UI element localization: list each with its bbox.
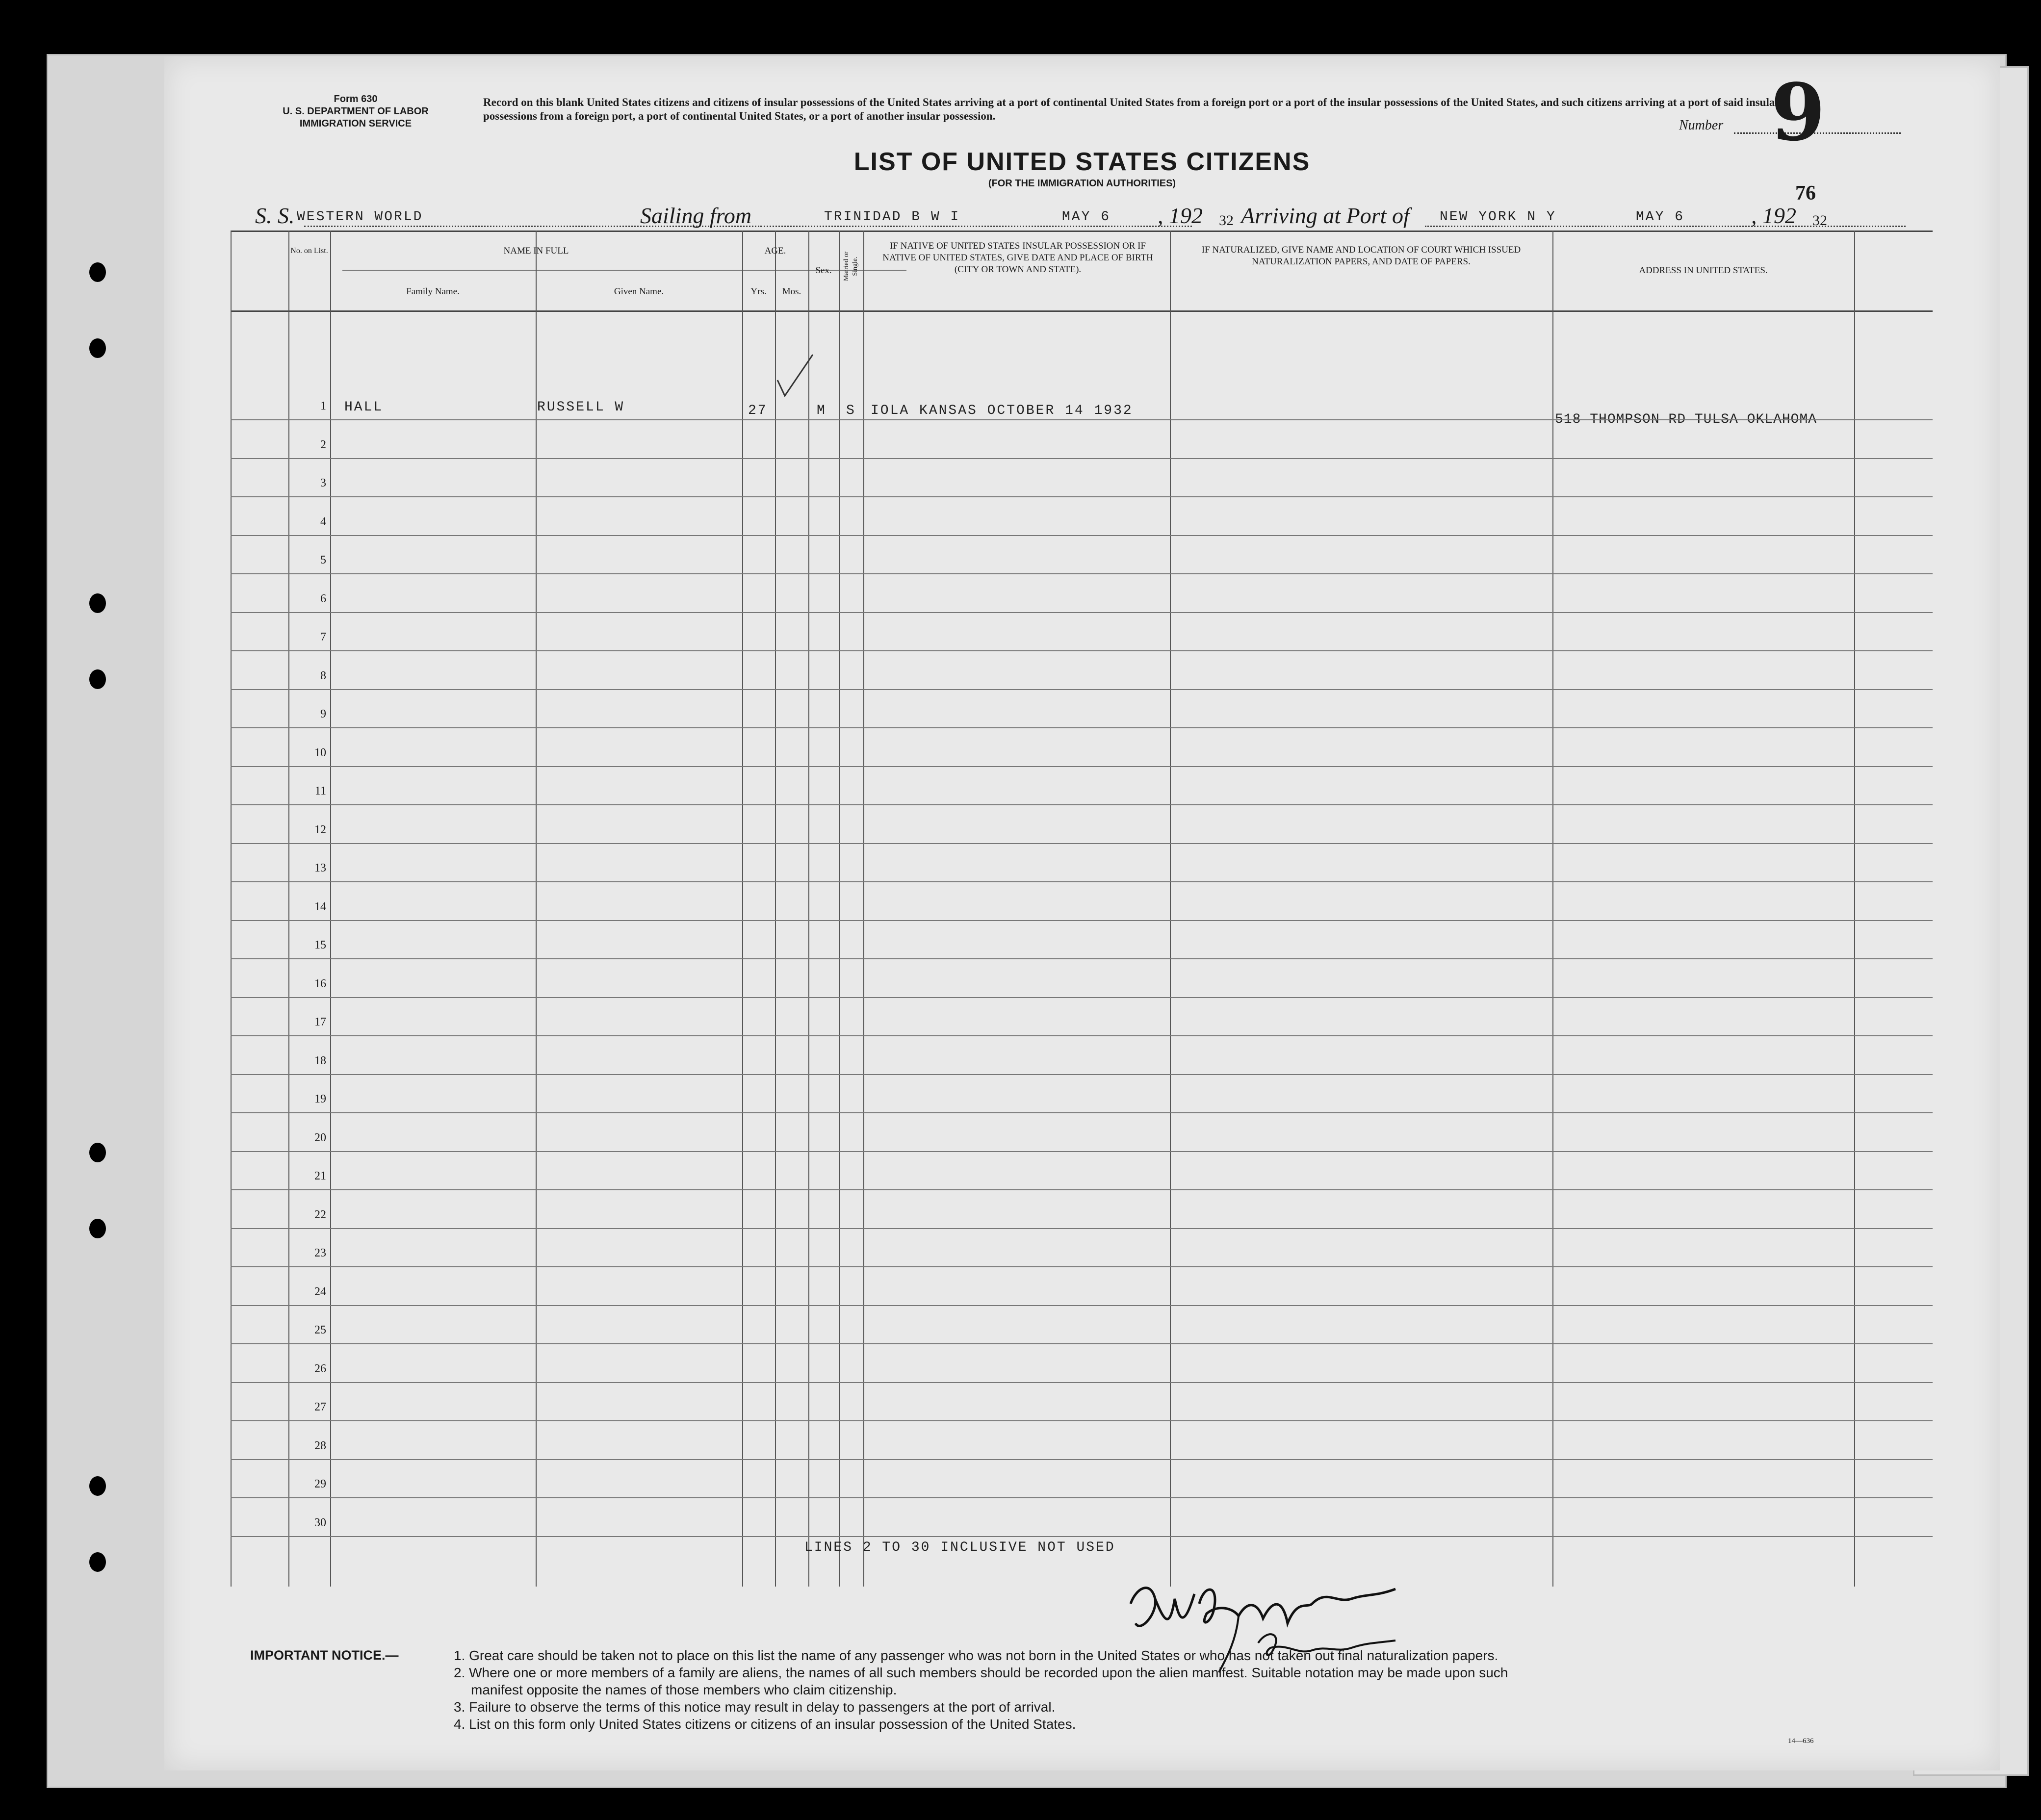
- row-number: 14: [314, 900, 326, 913]
- row-number: 19: [314, 1093, 326, 1105]
- row-line: [231, 573, 1933, 574]
- row-line: [231, 496, 1933, 497]
- row-number: 21: [314, 1170, 326, 1182]
- punch-hole: [89, 1143, 106, 1162]
- ship-name: WESTERN WORLD: [297, 209, 423, 225]
- row-line: [231, 1074, 1933, 1075]
- notice-item-2-cont: manifest opposite the names of those members who claim citizenship.: [471, 1682, 897, 1697]
- header-married: Married or Single.: [843, 251, 859, 282]
- row-number: 4: [320, 515, 326, 528]
- row-line: [231, 727, 1933, 728]
- arrival-date: MAY 6: [1636, 209, 1685, 225]
- row-number: 7: [320, 631, 326, 643]
- row-line: [231, 1382, 1933, 1383]
- col-border: [742, 231, 743, 1587]
- row-line: [231, 881, 1933, 882]
- row-number: 23: [314, 1247, 326, 1259]
- department: U. S. DEPARTMENT OF LABOR: [283, 106, 429, 117]
- row-line: [231, 1266, 1933, 1267]
- notice-item-4: 4. List on this form only United States citizens or citizens of an insular possession of the United States.: [454, 1717, 1076, 1732]
- row-line: [231, 1112, 1933, 1113]
- sailing-date: MAY 6: [1062, 209, 1111, 225]
- header-no: No. on List.: [290, 247, 328, 255]
- notice-item-2: 2. Where one or more members of a family are aliens, the names of all such members should be recorded upon the alien manifest. Suitable notation may be made upon such: [454, 1665, 1508, 1680]
- not-used-note: LINES 2 TO 30 INCLUSIVE NOT USED: [804, 1540, 1115, 1555]
- header-address: ADDRESS IN UNITED STATES.: [1639, 265, 1768, 276]
- notice-item-1: 1. Great care should be taken not to place on this list the name of any passenger who was not born in the United States or who has not taken out final naturalization papers.: [454, 1648, 1498, 1663]
- punch-hole: [89, 1219, 106, 1238]
- row-line: [231, 1497, 1933, 1498]
- manifest-sheet: [164, 56, 2000, 1770]
- arrival-line: [1425, 226, 1906, 227]
- sailing-from: TRINIDAD B W I: [824, 209, 960, 225]
- header-given-name: Given Name.: [614, 286, 664, 297]
- row-line: [231, 689, 1933, 690]
- row-line: [231, 1459, 1933, 1460]
- col-border: [231, 231, 232, 1587]
- form-identifier: [282, 93, 429, 130]
- punch-hole: [89, 1552, 106, 1572]
- citizen-table: [231, 231, 1933, 1587]
- row-number: 6: [320, 592, 326, 605]
- col-border: [839, 231, 840, 1587]
- col-border: [536, 231, 537, 1587]
- row-number: 29: [314, 1478, 326, 1490]
- row-number: 12: [314, 823, 326, 836]
- row-number: 24: [314, 1285, 326, 1298]
- row-line: [231, 1420, 1933, 1421]
- notice-heading: IMPORTANT NOTICE.—: [250, 1648, 399, 1663]
- col-border: [863, 231, 864, 1587]
- row-number: 30: [314, 1516, 326, 1529]
- col-border: [330, 231, 331, 1587]
- col-border: [1552, 231, 1553, 1587]
- col-border: [808, 231, 809, 1587]
- row-line: [231, 958, 1933, 959]
- punch-hole: [89, 669, 106, 689]
- row-line: [231, 804, 1933, 805]
- ss-label: S. S.: [255, 203, 295, 228]
- row-number: 26: [314, 1362, 326, 1375]
- header-name-in-full: NAME IN FULL: [503, 246, 569, 256]
- col-border: [1170, 231, 1171, 1587]
- row-number: 25: [314, 1324, 326, 1336]
- header-naturalized: IF NATURALIZED, GIVE NAME AND LOCATION OF COURT WHICH ISSUED NATURALIZATION PAPERS, AND DATE OF PAPERS.: [1201, 245, 1521, 267]
- row-line: [231, 612, 1933, 613]
- header-sex: Sex.: [815, 265, 832, 276]
- sailing-label: Sailing from: [640, 203, 752, 228]
- row-line: [231, 766, 1933, 767]
- row-line: [231, 1228, 1933, 1229]
- arriving-label: Arriving at Port of: [1241, 203, 1410, 228]
- row-number: 28: [314, 1439, 326, 1452]
- row-line: [231, 1536, 1933, 1537]
- entry-married: S: [846, 403, 856, 418]
- row-number: 27: [314, 1401, 326, 1413]
- row-number: 20: [314, 1131, 326, 1144]
- row-number: 5: [320, 554, 326, 566]
- row-number: 13: [314, 862, 326, 874]
- row-line: [231, 650, 1933, 651]
- entry-birth: IOLA KANSAS OCTOBER 14 1932: [871, 403, 1133, 418]
- punch-hole: [89, 1476, 106, 1496]
- entry-age-yrs: 27: [748, 403, 768, 418]
- row-line: [231, 1189, 1933, 1190]
- punch-hole: [89, 262, 106, 282]
- row-line: [231, 419, 1933, 420]
- row-number: 8: [320, 669, 326, 682]
- row-number: 1: [320, 400, 326, 412]
- row-number: 3: [320, 477, 326, 489]
- notice-item-3: 3. Failure to observe the terms of this notice may result in delay to passengers at the port of arrival.: [454, 1699, 1056, 1715]
- entry-sex: M: [817, 403, 827, 418]
- col-border: [775, 231, 776, 1587]
- header-bottom-border: [231, 310, 1933, 312]
- header-mos: Mos.: [782, 286, 801, 297]
- arrival-year-suffix: 32: [1812, 212, 1827, 229]
- number-value: 9: [1771, 66, 1826, 158]
- row-number: 18: [314, 1054, 326, 1067]
- number-label: Number: [1679, 118, 1724, 133]
- header-age: AGE.: [764, 246, 786, 256]
- row-line: [231, 843, 1933, 844]
- page-subtitle: (FOR THE IMMIGRATION AUTHORITIES): [988, 178, 1176, 189]
- entry-address: 518 THOMPSON RD TULSA OKLAHOMA: [1555, 412, 1817, 427]
- header-family-name: Family Name.: [406, 286, 460, 297]
- form-code: 14—636: [1788, 1737, 1814, 1745]
- row-number: 2: [320, 438, 326, 451]
- col-border: [288, 231, 289, 1587]
- row-number: 10: [314, 746, 326, 759]
- row-number: 17: [314, 1016, 326, 1028]
- row-line: [231, 1151, 1933, 1152]
- entry-family-name: HALL: [344, 400, 384, 415]
- form-number: Form 630: [334, 94, 378, 104]
- punch-hole: [89, 338, 106, 358]
- punch-hole: [89, 593, 106, 613]
- row-number: 22: [314, 1208, 326, 1221]
- checkmark: [773, 351, 817, 400]
- row-line: [231, 920, 1933, 921]
- row-line: [231, 1343, 1933, 1344]
- row-number: 11: [314, 785, 326, 797]
- instructions: Record on this blank United States citizens and citizens of insular possessions of the United States arriving at a port of continental United States from a foreign port or a port of the insular possessions of the United States, and such citizens arriving at a port of said insular possessions from a foreign port, a port of continental United States, or a port of another insular possession.: [483, 96, 1780, 122]
- sailing-line: [760, 226, 1192, 227]
- page-title: LIST OF UNITED STATES CITIZENS: [853, 148, 1311, 176]
- sailing-year-prefix: , 192: [1158, 203, 1203, 228]
- row-line: [231, 1305, 1933, 1306]
- table-top-border: [231, 231, 1933, 232]
- row-number: 9: [320, 708, 326, 720]
- entry-given-name: RUSSELL W: [537, 400, 625, 415]
- row-line: [231, 535, 1933, 536]
- row-line: [231, 997, 1933, 998]
- header-birth: IF NATIVE OF UNITED STATES INSULAR POSSESSION OR IF NATIVE OF UNITED STATES, GIVE DATE AND PLACE OF BIRTH (CITY OR TOWN AND STATE).: [882, 241, 1153, 275]
- arrival-port: NEW YORK N Y: [1440, 209, 1556, 225]
- row-number: 16: [314, 977, 326, 990]
- row-number: 15: [314, 939, 326, 951]
- service: IMMIGRATION SERVICE: [299, 118, 412, 129]
- row-line: [231, 1035, 1933, 1036]
- header-yrs: Yrs.: [750, 286, 767, 297]
- sailing-year-suffix: 32: [1219, 212, 1234, 229]
- row-line: [231, 458, 1933, 459]
- col-border: [1854, 231, 1855, 1587]
- arrival-year-prefix: , 192: [1751, 203, 1796, 228]
- arrival-note: 76: [1795, 182, 1816, 205]
